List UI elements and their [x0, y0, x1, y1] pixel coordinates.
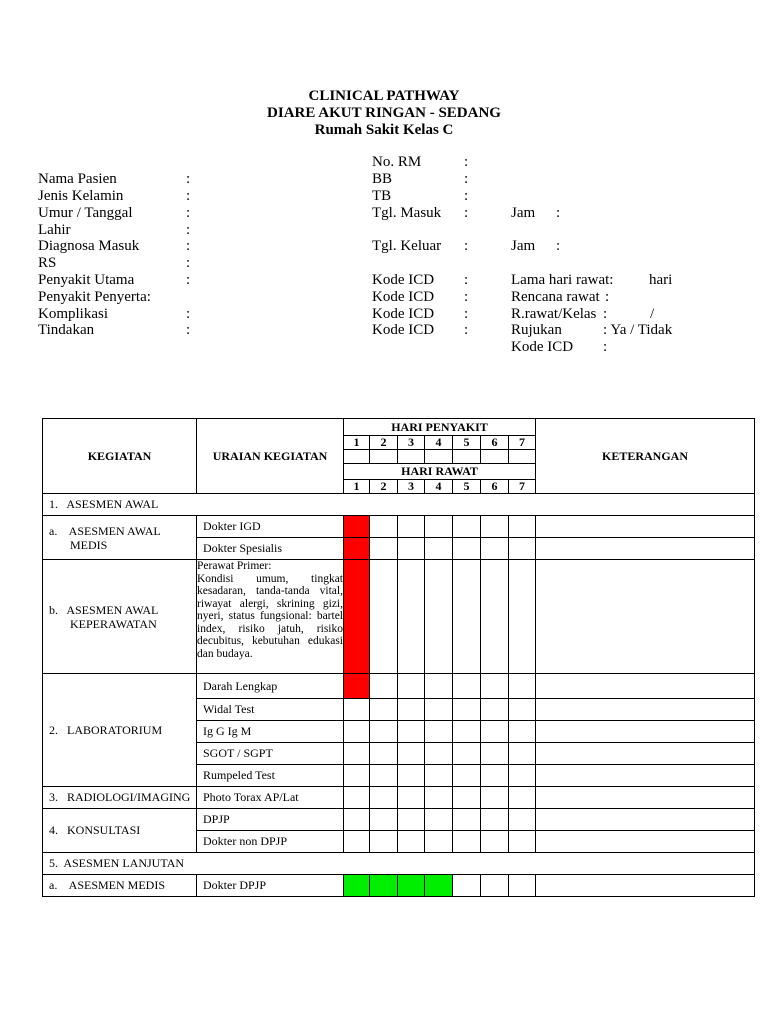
day-cell — [370, 765, 398, 787]
header-keterangan: KETERANGAN — [536, 419, 755, 494]
rrawat-separator: / — [650, 306, 655, 322]
day-cell — [425, 699, 453, 721]
blank-cell — [344, 450, 370, 464]
field-colon: : — [186, 205, 191, 221]
day-cell — [398, 787, 425, 809]
day-number: 7 — [509, 480, 536, 494]
day-cell — [344, 765, 370, 787]
title-line-3: Rumah Sakit Kelas C — [314, 122, 454, 138]
field-label: Nama Pasien — [38, 171, 117, 187]
day-cell — [344, 743, 370, 765]
day-number: 6 — [481, 480, 509, 494]
header-kegiatan: KEGIATAN — [43, 419, 197, 494]
rrawat-label: R.rawat/Kelas — [511, 306, 597, 322]
activity-widal-test: Widal Test — [197, 699, 344, 721]
day-cell — [398, 699, 425, 721]
field-label: Kode ICD — [372, 322, 435, 338]
day-number: 5 — [453, 436, 481, 450]
patient-info-left — [38, 171, 218, 351]
day-cell — [509, 787, 536, 809]
day-cell-marked — [344, 538, 370, 560]
day-cell — [370, 721, 398, 743]
section-laboratorium: 2. LABORATORIUM — [43, 674, 197, 787]
day-cell — [425, 809, 453, 831]
day-cell — [453, 743, 481, 765]
day-cell — [398, 765, 425, 787]
day-cell — [398, 516, 425, 538]
day-cell — [453, 721, 481, 743]
section-asesmen-awal: 1. ASESMEN AWAL — [43, 494, 755, 516]
rrawat-colon: : — [603, 306, 608, 322]
field-colon: : — [186, 188, 191, 204]
activity-darah-lengkap: Darah Lengkap — [197, 674, 344, 699]
day-cell — [398, 560, 425, 674]
field-colon: : — [464, 272, 469, 288]
rencana-rawat-label: Rencana rawat — [511, 289, 600, 305]
day-number: 6 — [481, 436, 509, 450]
field-colon: : — [464, 322, 469, 338]
field-colon: : — [186, 322, 191, 338]
rujukan-value: : Ya / Tidak — [603, 322, 673, 338]
day-number: 2 — [370, 480, 398, 494]
field-colon: : — [464, 188, 469, 204]
field-label: Umur / Tanggal — [38, 205, 133, 221]
document-title — [0, 88, 768, 139]
day-number: 4 — [425, 436, 453, 450]
day-cell-marked — [344, 516, 370, 538]
day-number: 1 — [344, 480, 370, 494]
day-cell — [481, 787, 509, 809]
day-cell — [398, 538, 425, 560]
blank-cell — [370, 450, 398, 464]
day-cell — [453, 560, 481, 674]
day-cell — [425, 516, 453, 538]
field-colon: : — [464, 289, 469, 305]
rujukan-label: Rujukan — [511, 322, 562, 338]
day-cell — [398, 743, 425, 765]
keterangan-cell — [536, 516, 755, 538]
day-cell — [453, 809, 481, 831]
field-colon: : — [464, 306, 469, 322]
field-colon: : — [186, 306, 191, 322]
day-cell — [481, 875, 509, 897]
subsection-asesmen-medis: a. ASESMEN MEDIS — [43, 875, 197, 897]
field-label: Lahir — [38, 222, 71, 238]
day-number: 4 — [425, 480, 453, 494]
section-konsultasi: 4. KONSULTASI — [43, 809, 197, 853]
patient-info-middle — [372, 154, 482, 344]
keterangan-cell — [536, 743, 755, 765]
rencana-rawat-colon: : — [605, 289, 610, 305]
section-radiologi-imaging: 3. RADIOLOGI/IMAGING — [43, 787, 197, 809]
keterangan-cell — [536, 674, 755, 699]
keterangan-cell — [536, 809, 755, 831]
field-label: TB — [372, 188, 392, 204]
blank-cell — [398, 450, 425, 464]
day-number: 1 — [344, 436, 370, 450]
patient-info-right — [511, 205, 711, 365]
day-cell — [398, 831, 425, 853]
field-label: Diagnosa Masuk — [38, 238, 140, 254]
day-cell — [344, 787, 370, 809]
day-cell — [481, 674, 509, 699]
day-cell — [509, 538, 536, 560]
jam-colon: : — [556, 238, 561, 254]
day-cell — [425, 560, 453, 674]
activity-dokter-igd: Dokter IGD — [197, 516, 344, 538]
day-cell — [425, 538, 453, 560]
keterangan-cell — [536, 831, 755, 853]
field-label: BB — [372, 171, 393, 187]
field-colon: : — [464, 154, 469, 170]
day-cell — [344, 699, 370, 721]
day-cell — [509, 721, 536, 743]
day-cell — [453, 831, 481, 853]
day-cell — [481, 765, 509, 787]
field-colon: : — [464, 238, 469, 254]
keterangan-cell — [536, 765, 755, 787]
keterangan-cell — [536, 875, 755, 897]
lama-rawat-label: Lama hari rawat: — [511, 272, 614, 288]
day-cell — [509, 743, 536, 765]
day-cell — [509, 699, 536, 721]
day-cell — [398, 674, 425, 699]
clinical-pathway-table — [42, 418, 755, 897]
day-cell — [481, 743, 509, 765]
day-cell — [509, 674, 536, 699]
jam-label: Jam — [511, 205, 536, 221]
field-colon: : — [186, 272, 191, 288]
keterangan-cell — [536, 699, 755, 721]
day-cell — [344, 809, 370, 831]
keterangan-cell — [536, 560, 755, 674]
day-cell — [370, 674, 398, 699]
day-cell — [344, 721, 370, 743]
field-label: Jenis Kelamin — [38, 188, 124, 204]
day-cell-marked — [370, 875, 398, 897]
field-colon: : — [464, 205, 469, 221]
day-cell — [481, 516, 509, 538]
day-cell — [425, 787, 453, 809]
day-cell-marked — [425, 875, 453, 897]
day-cell — [453, 538, 481, 560]
header-uraian-kegiatan: URAIAN KEGIATAN — [197, 419, 344, 494]
day-cell — [370, 743, 398, 765]
day-cell — [425, 743, 453, 765]
field-label: No. RM — [372, 154, 422, 170]
subsection-asesmen-awal-medis: a. ASESMEN AWAL MEDIS — [43, 516, 197, 560]
day-cell — [370, 516, 398, 538]
blank-cell — [481, 450, 509, 464]
header-hari-rawat: HARI RAWAT — [344, 464, 536, 480]
day-cell — [453, 787, 481, 809]
day-cell — [370, 699, 398, 721]
day-cell — [370, 787, 398, 809]
activity-perawat-primer: Perawat Primer: Kondisi umum, tingkat kesadaran, tanda-tanda vital, riwayat alergi, skrining gizi, nyeri, status fungsional: bartel index, risiko jatuh, risiko decubitus, kebutuhan edukasi dan budaya. — [197, 560, 344, 674]
activity-dokter-dpjp: Dokter DPJP — [197, 875, 344, 897]
keterangan-cell — [536, 787, 755, 809]
day-cell — [398, 809, 425, 831]
day-cell — [509, 831, 536, 853]
day-cell-marked — [344, 560, 370, 674]
field-colon: : — [464, 171, 469, 187]
activity-photo-torax: Photo Torax AP/Lat — [197, 787, 344, 809]
day-cell — [453, 875, 481, 897]
day-cell — [481, 699, 509, 721]
field-label: Tindakan — [38, 322, 95, 338]
activity-dokter-non-dpjp: Dokter non DPJP — [197, 831, 344, 853]
day-cell — [425, 831, 453, 853]
day-cell — [370, 538, 398, 560]
day-number: 7 — [509, 436, 536, 450]
day-number: 5 — [453, 480, 481, 494]
field-colon: : — [186, 255, 191, 271]
day-cell-marked — [344, 674, 370, 699]
activity-rumpeled-test: Rumpeled Test — [197, 765, 344, 787]
day-number: 3 — [398, 436, 425, 450]
title-line-2: DIARE AKUT RINGAN - SEDANG — [267, 105, 501, 121]
kode-icd-colon: : — [603, 339, 608, 355]
lama-rawat-unit: hari — [649, 272, 673, 288]
field-colon: : — [186, 171, 191, 187]
day-cell — [481, 809, 509, 831]
day-cell — [344, 831, 370, 853]
day-cell — [370, 809, 398, 831]
keterangan-cell — [536, 538, 755, 560]
kode-icd-label: Kode ICD — [511, 339, 574, 355]
activity-dokter-spesialis: Dokter Spesialis — [197, 538, 344, 560]
field-label: Kode ICD — [372, 272, 435, 288]
day-cell — [481, 560, 509, 674]
blank-cell — [453, 450, 481, 464]
field-label: Tgl. Keluar — [372, 238, 442, 254]
section-asesmen-lanjutan: 5. ASESMEN LANJUTAN — [43, 853, 755, 875]
day-cell — [425, 765, 453, 787]
field-colon: : — [186, 238, 191, 254]
day-cell — [481, 538, 509, 560]
field-label: Kode ICD — [372, 306, 435, 322]
jam-label: Jam — [511, 238, 536, 254]
day-cell-marked — [344, 875, 370, 897]
activity-dpjp: DPJP — [197, 809, 344, 831]
day-number: 3 — [398, 480, 425, 494]
day-cell — [509, 560, 536, 674]
field-label: RS — [38, 255, 57, 271]
field-label: Tgl. Masuk — [372, 205, 442, 221]
activity-igg-igm: Ig G Ig M — [197, 721, 344, 743]
header-hari-penyakit: HARI PENYAKIT — [344, 419, 536, 436]
day-cell — [453, 674, 481, 699]
day-cell — [425, 674, 453, 699]
day-cell — [509, 809, 536, 831]
day-cell — [370, 560, 398, 674]
title-line-1: CLINICAL PATHWAY — [308, 88, 460, 104]
field-label: Penyakit Utama — [38, 272, 135, 288]
field-colon: : — [186, 222, 191, 238]
day-cell — [453, 765, 481, 787]
day-cell-marked — [398, 875, 425, 897]
day-number: 2 — [370, 436, 398, 450]
day-cell — [370, 831, 398, 853]
activity-sgot-sgpt: SGOT / SGPT — [197, 743, 344, 765]
day-cell — [425, 721, 453, 743]
day-cell — [481, 831, 509, 853]
keterangan-cell — [536, 721, 755, 743]
subsection-asesmen-awal-keperawatan: b. ASESMEN AWAL KEPERAWATAN — [43, 560, 197, 674]
day-cell — [509, 516, 536, 538]
day-cell — [509, 875, 536, 897]
jam-colon: : — [556, 205, 561, 221]
field-label: Penyakit Penyerta: — [38, 289, 151, 305]
day-cell — [398, 721, 425, 743]
field-label: Komplikasi — [38, 306, 108, 322]
day-cell — [453, 516, 481, 538]
blank-cell — [509, 450, 536, 464]
field-label: Kode ICD — [372, 289, 435, 305]
day-cell — [481, 721, 509, 743]
day-cell — [453, 699, 481, 721]
day-cell — [509, 765, 536, 787]
blank-cell — [425, 450, 453, 464]
